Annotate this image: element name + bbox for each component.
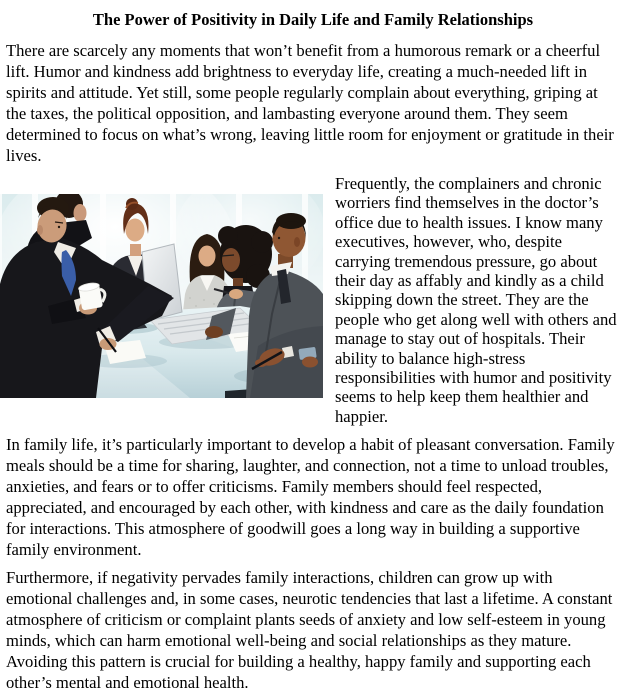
meeting-photo-illustration	[0, 194, 323, 398]
paragraph-intro: There are scarcely any moments that won’t benefit from a humorous remark or a cheerful lift. Humor and kindness add brightness to everyday life, creating a much-needed lift in spirits and attitude. Yet still, some people regularly complain about everything, griping at the taxes, the political opposition, and lambasting everyone around them. They seem determined to focus on what’s wrong, leaving little room for enjoyment or gratitude in their lives.	[6, 41, 614, 165]
page-title: The Power of Positivity in Daily Life and Family Relationships	[92, 10, 534, 29]
paragraph-negativity: Furthermore, if negativity pervades family interactions, children can grow up with emotional challenges and, in some cases, neurotic tendencies that last a lifetime. A constant atmosphere of criticism or complaint plants seeds of anxiety and low self-esteem in young minds, which can harm emotional well-being and social relationships as they mature. Avoiding this pattern is crucial for building a healthy, happy family and supporting each other’s mental and emotional health.	[6, 568, 613, 693]
paragraph-complainers: Frequently, the complainers and chronic worriers find themselves in the doctor’s office due to health issues. I know many executives, however, who, despite carrying tremendous pressure, go about their day as affably and kindly as a child skipping down the street. They are the people who get along well with others and manage to stay out of hospitals. Their ability to balance high-stress responsibilities with humor and positivity seems to help keep them healthier and happier.	[335, 174, 617, 426]
meeting-photo	[0, 194, 323, 398]
paragraph-family-life: In family life, it’s particularly important to develop a habit of pleasant conversation. Family meals should be a time for sharing, laughter, and connection, not a time to unload troubles, anxieties, and fears or to offer criticisms. Family members should feel respected, appreciated, and encouraged by each other, with kindness and care as the daily foundation for interactions. This atmosphere of goodwill goes a long way in building a supportive family environment.	[6, 435, 615, 560]
